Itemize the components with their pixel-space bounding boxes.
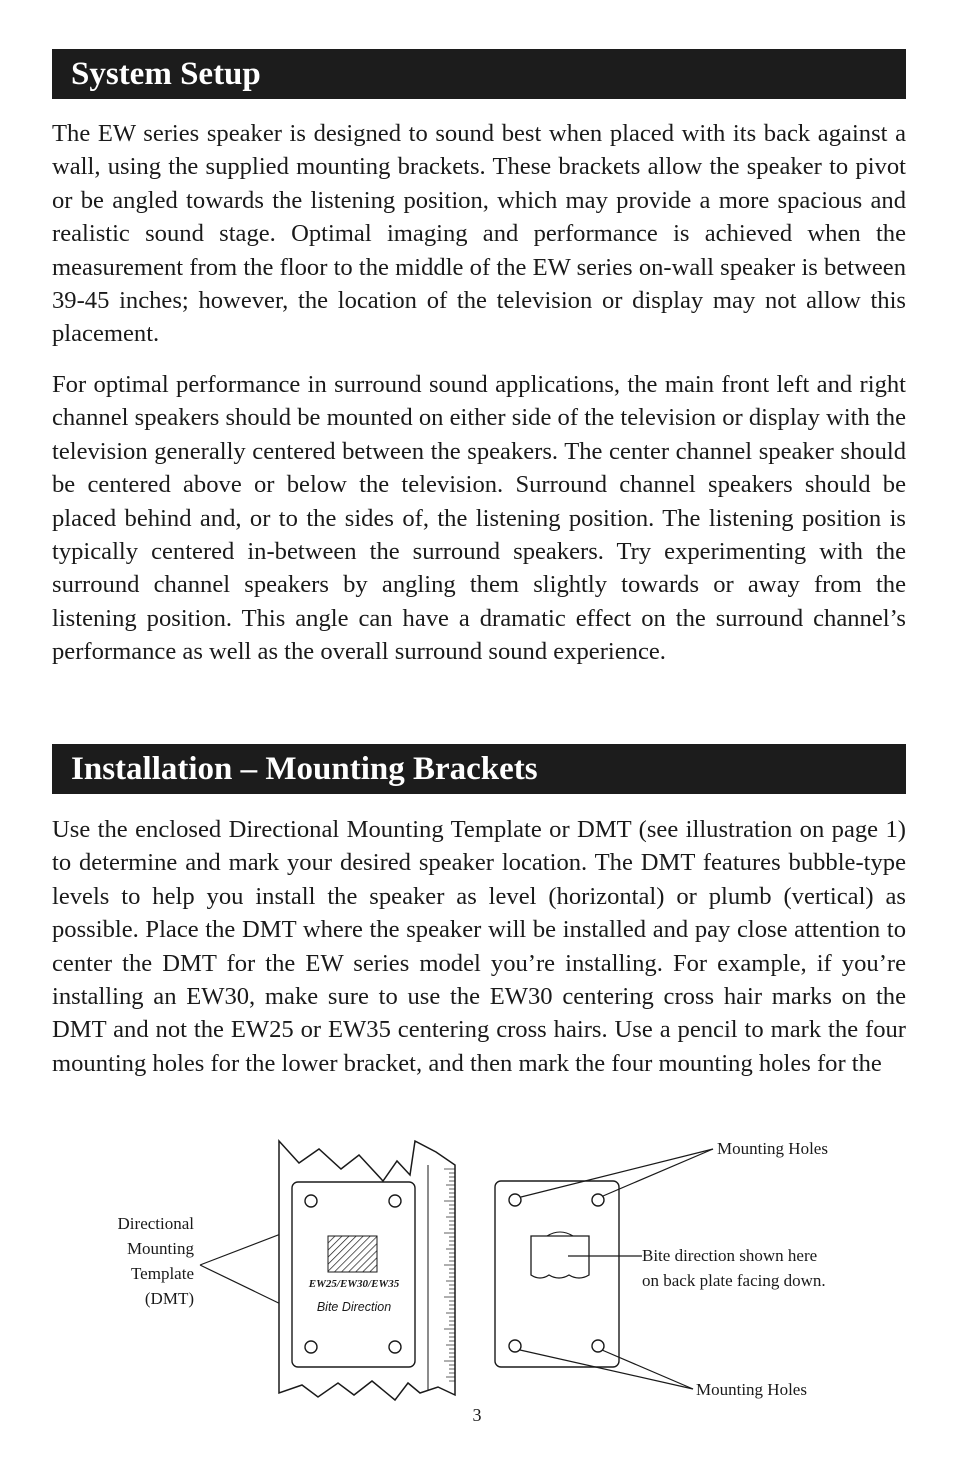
- dmt-label-line-1: Directional: [117, 1214, 194, 1233]
- paragraph-setup-2: For optimal performance in surround sound applications, the main front left and right channel speakers should be mounted on either side of the television or display with the television generally centered between the speakers. The center channel speaker should be centered above or below the television. Surround channel speakers should be placed behind and, or to the sides of, the listening position. The listening position is typically centered in-between the surround speakers. Try experimenting with the surround channel speakers by angling them slightly towards or away from the listening position. This angle can have a dramatic effect on the surround channel’s performance as well as the overall surround sound experience.: [52, 371, 906, 666]
- paragraph-setup-1: The EW series speaker is designed to sound best when placed with its back against a wall, using the supplied mounting brackets. These brackets allow the speaker to pivot or be angled towards the listening position, which may provide a more spacious and realistic sound stage. Optimal imaging and performance is achieved when the measurement from the floor to the middle of the EW series on-wall speaker is between 39-45 inches; however, the location of the television or display may not allow this placement.: [52, 120, 906, 348]
- bite-note-line-2: on back plate facing down.: [642, 1271, 826, 1290]
- mounting-holes-top-label: Mounting Holes: [717, 1139, 828, 1158]
- dmt-label-line-3: Template: [130, 1264, 194, 1283]
- section-title: System Setup: [71, 56, 261, 92]
- section-header-mounting-brackets: [52, 744, 906, 794]
- plate-bite-notch: [531, 1236, 589, 1278]
- section-title: Installation – Mounting Brackets: [71, 751, 538, 787]
- dmt-label-line-2: Mounting: [126, 1239, 194, 1258]
- dmt-label-line-4: (DMT): [144, 1289, 194, 1308]
- dmt-hatched-bite-area: [328, 1236, 377, 1272]
- dmt-model-text: EW25/EW30/EW35: [308, 1278, 400, 1290]
- page-number: 3: [472, 1405, 482, 1425]
- mounting-holes-bottom-label: Mounting Holes: [696, 1380, 807, 1399]
- section-header-system-setup: [52, 49, 906, 99]
- bite-note-line-1: Bite direction shown here: [642, 1246, 818, 1265]
- pointer-bottom-holes-right: [602, 1350, 693, 1389]
- mounting-illustration: [0, 1125, 954, 1405]
- paragraph-install-1: Use the enclosed Directional Mounting Template or DMT (see illustration on page 1) to determine and mark your desired speaker location. The DMT features bubble-type levels to help you install the speaker as level (horizontal) or plumb (vertical) as possible. Place the DMT where the speaker will be installed and pay close attention to center the DMT for the EW series model you’re installing. For example, if you’re installing an EW30, make sure to use the EW30 centering cross hair marks on the DMT and not the EW25 or EW35 centering cross hairs. Use a pencil to mark the four mounting holes for the lower bracket, and then mark the four mounting holes for the: [52, 816, 906, 1077]
- dmt-bite-direction-text: Bite Direction: [316, 1300, 392, 1314]
